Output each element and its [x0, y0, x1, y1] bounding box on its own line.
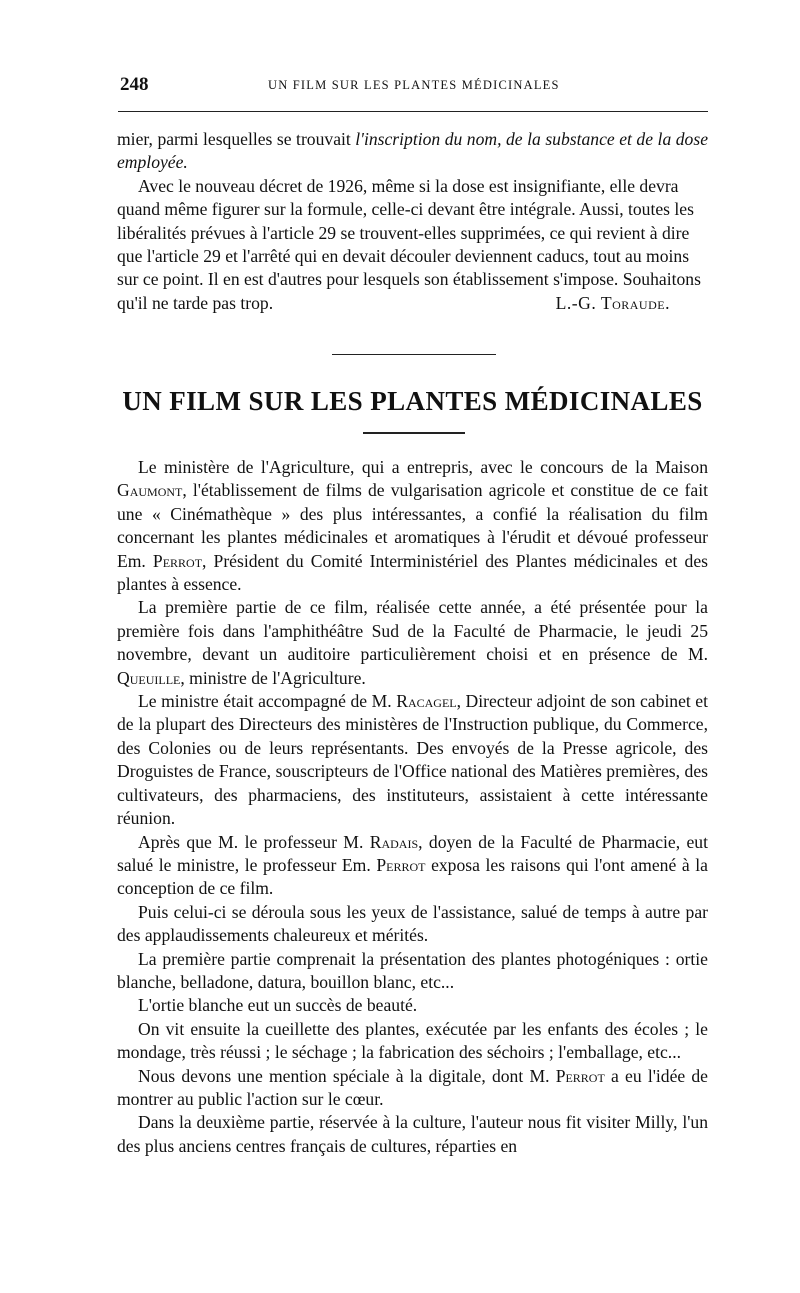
header-rule [118, 111, 708, 112]
page-number: 248 [120, 74, 149, 95]
article-paragraph: Nous devons une mention spéciale à la digitale, dont M. Perrot a eu l'idée de montrer au public l'action sur le cœur. [117, 1065, 708, 1109]
article-paragraph: Après que M. le professeur M. Radais, doyen de la Faculté de Pharmacie, eut salué le ministre, le professeur Em. Perrot exposa les raisons qui l'ont amené à la conception de ce film. [117, 831, 708, 899]
article-paragraph: Le ministère de l'Agriculture, qui a entrepris, avec le concours de la Maison Gaumont, l'établissement de films de vulgarisation agricole et constitue de ce fait une « Cinémathèque » des plus intéressantes, a confié la réalisation du film concernant les plantes médicinales et aromatiques à l'érudit et dévoué professeur Em. Perrot, Président du Comité Interministériel des Plantes médicinales et des plantes à essence. [117, 457, 708, 595]
previous-article-paragraph: Avec le nouveau décret de 1926, même si la dose est insignifiante, elle devra quand même figurer sur la formule, celle-ci devant être intégrale. Aussi, toutes les libéralités prévues à l'article 29 se trouvent-elles supprimées, ce qui revient à dire que l'article 29 et l'arrêté qui en devait découler deviennent caducs, tout au moins sur ce point. Il en est d'autres pour lesquels son établissement s'impose. Souhaitons qu'il ne tarde pas trop. L.-G. Toraude. [117, 175, 708, 315]
article-paragraph: Dans la deuxième partie, réservée à la culture, l'auteur nous fit visiter Milly, l'un des plus anciens centres français de cultures, réparties en [117, 1112, 708, 1156]
article-paragraph: Le ministre était accompagné de M. Racagel, Directeur adjoint de son cabinet et de la plupart des Directeurs des ministères de l'Instruction publique, du Commerce, des Colonies ou de leurs représentants. Des envoyés de la Presse agricole, des Droguistes de France, souscripteurs de l'Office national des Matières premières, des cultivateurs, des pharmaciens, des instituteurs, assistaient à cette intéressante réunion. [117, 691, 708, 829]
running-title: UN FILM SUR LES PLANTES MÉDICINALES [268, 78, 560, 92]
article-title: UN FILM SUR LES PLANTES MÉDICINALES [122, 386, 703, 416]
previous-article-text [117, 128, 708, 315]
article-paragraph: On vit ensuite la cueillette des plantes, exécutée par les enfants des écoles ; le mondage, très réussi ; le séchage ; la fabrication des séchoirs ; l'emballage, etc... [117, 1018, 708, 1063]
article-paragraph: L'ortie blanche eut un succès de beauté. [138, 995, 418, 1016]
article-body [117, 456, 708, 1158]
previous-article-paragraph: mier, parmi lesquelles se trouvait l'inscription du nom, de la substance et de la dose employée. [117, 129, 708, 173]
author-signature: L.-G. Toraude. [555, 292, 670, 313]
section-divider-rule [332, 354, 496, 355]
article-paragraph: La première partie de ce film, réalisée cette année, a été présentée pour la première fois dans l'amphithéâtre Sud de la Faculté de Pharmacie, le jeudi 25 novembre, devant un auditoire particulièrement choisi et en présence de M. Queuille, ministre de l'Agriculture. [117, 597, 708, 688]
italic-phrase: l'inscription du nom, de la substance et de la dose employée. [117, 129, 708, 173]
title-underline-rule [363, 432, 465, 434]
running-head [120, 70, 707, 102]
article-paragraph: Puis celui-ci se déroula sous les yeux de l'assistance, salué de temps à autre par des applaudissements chaleureux et mérités. [117, 901, 708, 946]
article-paragraph: La première partie comprenait la présentation des plantes photogéniques : ortie blanche, belladone, datura, bouillon blanc, etc... [117, 948, 708, 992]
